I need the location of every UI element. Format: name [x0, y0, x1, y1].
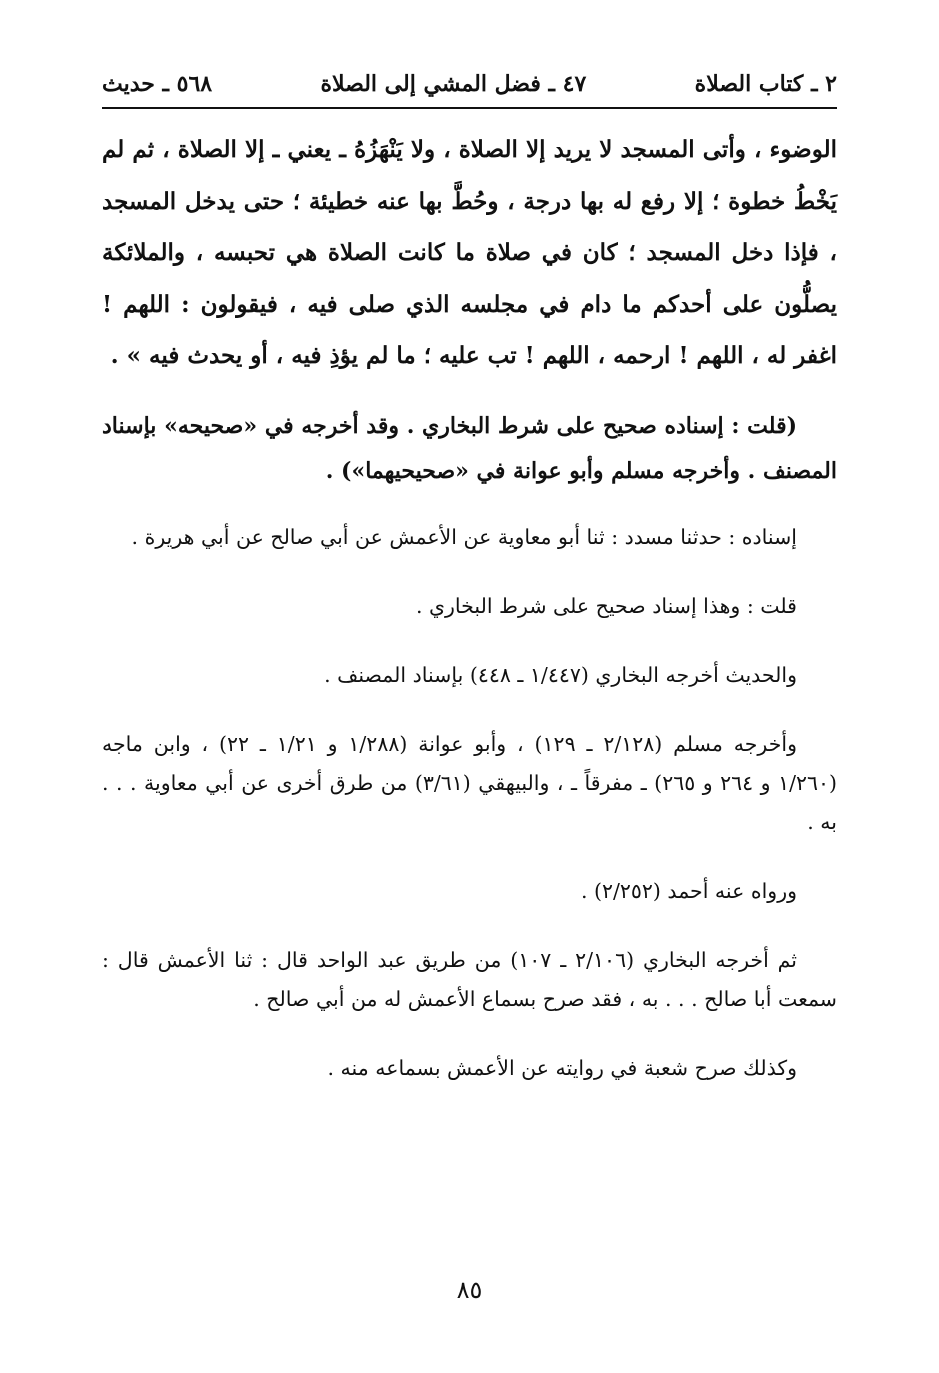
page-number: ٨٥ — [456, 1276, 483, 1304]
grading-note: (قلت : إسناده صحيح على شرط البخاري . وقد أخرجه في «صحيحه» بإسناد المصنف . وأخرجه مسلم وأبو عوانة في «صحيحيهما») . — [102, 412, 837, 484]
header-divider — [102, 107, 837, 109]
running-header — [102, 62, 837, 106]
shuba-paragraph: وكذلك صرح شعبة في روايته عن الأعمش بسماعه منه . — [327, 1055, 797, 1080]
ahmad-paragraph: ورواه عنه أحمد (٢/٢٥٢) . — [580, 878, 797, 903]
isnad-paragraph: إسناده : حدثنا مسدد : ثنا أبو معاوية عن الأعمش عن أبي صالح عن أبي هريرة . — [131, 524, 797, 549]
header-section: ٤٧ ـ فضل المشي إلى الصلاة — [320, 71, 587, 97]
hadith-text: الوضوء ، وأتى المسجد لا يريد إلا الصلاة ، ولا يَنْهَزُهُ ـ يعني ـ إلا الصلاة ، ثم لم يَخْطُ خطوة ؛ إلا رفع له بها درجة ، وحُطَّ بها عنه خطيئة ؛ حتى يدخل المسجد ، فإذا دخل المسجد ؛ كان في صلاة ما كانت الصلاة هي تحبسه ، والملائكة يصلُّون على أحدكم ما دام في مجلسه الذي صلى فيه ، فيقولون : اللهم ! اغفر له ، اللهم ! ارحمه ، اللهم ! تب عليه ؛ ما لم يؤذِ فيه ، أو يحدث فيه » . — [102, 136, 837, 369]
muslim-paragraph: وأخرجه مسلم (٢/١٢٨ ـ ١٢٩) ، وأبو عوانة (١/٢٨٨ و ١/٢١ ـ ٢٢) ، وابن ماجه (١/٢٦٠ و ٢٦٤ و ٢٦٥) ـ مفرقاً ـ ، والبيهقي (٣/٦١) من طرق أخرى عن أبي معاوية . . . به . — [102, 731, 838, 834]
thumma-paragraph: ثم أخرجه البخاري (٢/١٠٦ ـ ١٠٧) من طريق عبد الواحد قال : ثنا الأعمش قال : سمعت أبا صالح . . . به ، فقد صرح بسماع الأعمش له من أبي صالح . — [102, 947, 837, 1011]
header-hadith-number: ٥٦٨ ـ حديث — [102, 71, 213, 97]
header-chapter: ٢ ـ كتاب الصلاة — [694, 71, 837, 97]
qultu-paragraph: قلت : وهذا إسناد صحيح على شرط البخاري . — [415, 593, 797, 618]
page-body — [102, 124, 837, 1088]
bukhari-paragraph: والحديث أخرجه البخاري (١/٤٤٧ ـ ٤٤٨) بإسناد المصنف . — [324, 662, 797, 687]
